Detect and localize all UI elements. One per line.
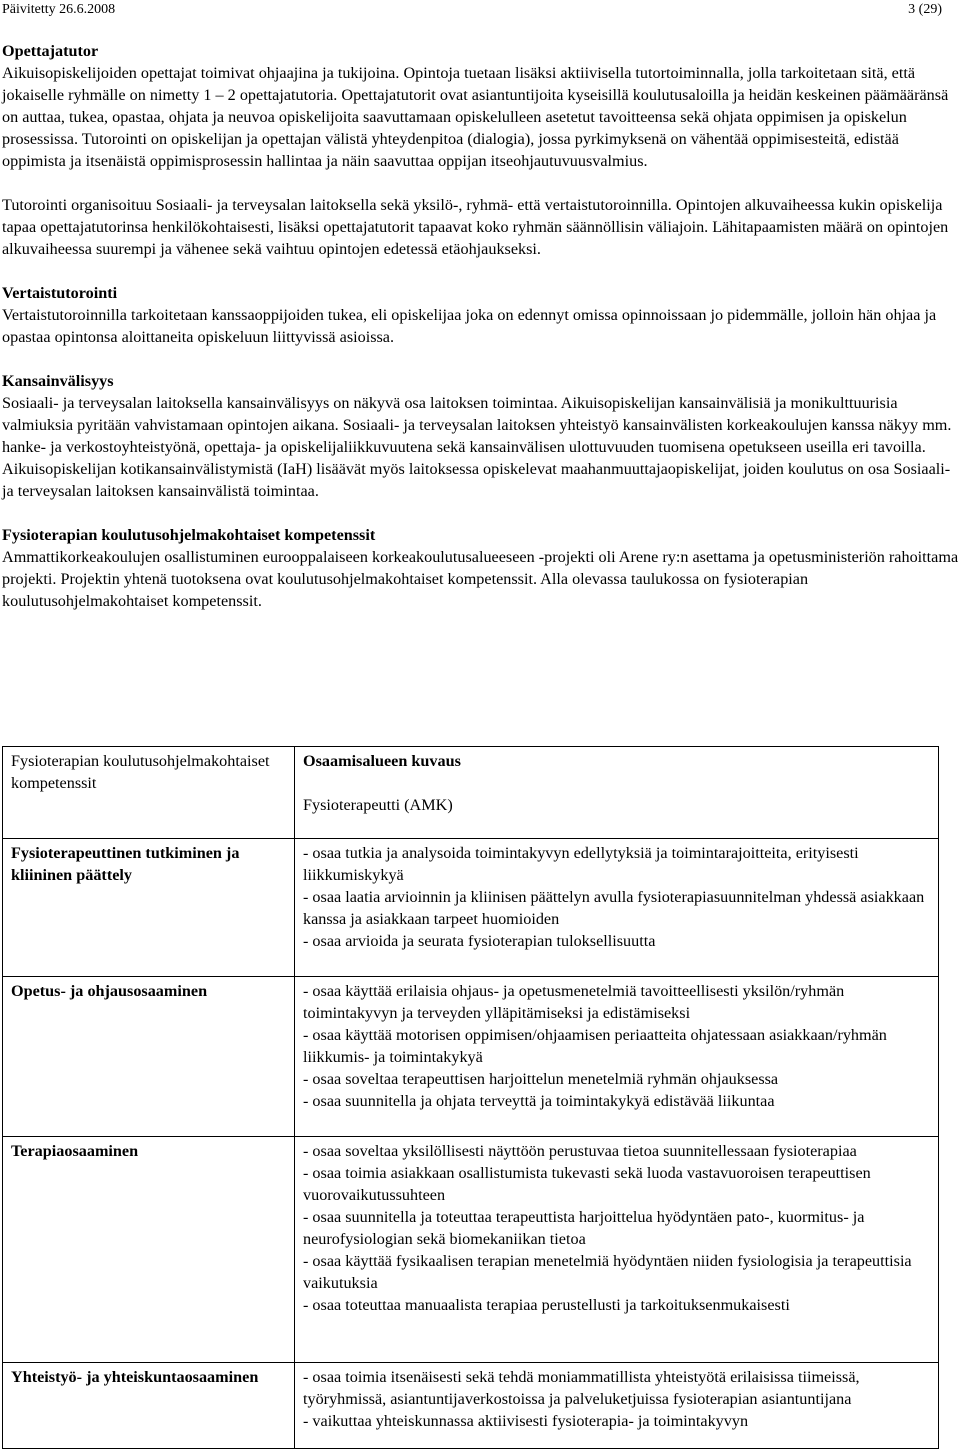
section-heading: Kansainvälisyys [2, 372, 114, 390]
table-cell-label [3, 839, 295, 977]
paragraph: Vertaistutoroinnilla tarkoitetaan kanssaoppijoiden tukea, eli opiskelijaa joka on edennyt omissa opinnoissaan jo pidemmälle, jolloin hän ohjaa ja opastaa opintonsa aloittaneita opiskeluun liittyvissä asioissa. [2, 306, 937, 346]
table-cell-label [3, 977, 295, 1137]
competence-table [2, 746, 939, 1449]
paragraph: Tutorointi organisoituu Sosiaali- ja terveysalan laitoksella sekä yksilö-, ryhmä- että vertaistutoroinnilla. Opintojen alkuvaiheessa kukin opiskelija tapaa opettajatutorinsa henkilökohtaisesti, lisäksi opettajatutorit tapaavat koko ryhmän säännöllisin väliajoin. Lähitapaamisten määrä on opintojen alkuvaiheessa suurempi ja vähenee sekä vaihtuu opintojen edetessä etäohjaukseksi. [2, 196, 949, 258]
document-body [2, 40, 960, 634]
list-item: - osaa käyttää erilaisia ohjaus- ja opetusmenetelmiä tavoitteellisesti yksilön/ryhmän toimintakyvyn ja terveyden ylläpitämiseksi ja edistämiseksi [303, 982, 845, 1022]
competence-label: Opetus- ja ohjausosaaminen [11, 982, 208, 1000]
competence-label: Fysioterapeuttinen tutkiminen ja kliininen päättely [11, 844, 240, 884]
list-item: - osaa suunnitella ja ohjata terveyttä ja toimintakykyä edistävää liikuntaa [303, 1092, 775, 1110]
list-item: - osaa laatia arvioinnin ja kliinisen päättelyn avulla fysioterapiasuunnitelman yhdessä asiakkaan kanssa ja asiakkaan tarpeet huomioiden [303, 888, 925, 928]
updated-date: Päivitetty 26.6.2008 [2, 2, 116, 17]
list-item: - osaa toimia asiakkaan osallistumista tukevasti sekä luoda vastavuoroisen terapeuttisen vuorovaikutussuhteen [303, 1164, 871, 1204]
table-header-right: Osaamisalueen kuvaus [303, 752, 461, 770]
table-cell-description [295, 1363, 939, 1449]
section-heading: Vertaistutorointi [2, 284, 118, 302]
paragraph: Sosiaali- ja terveysalan laitoksella kansainvälisyys on näkyvä osa laitoksen toimintaa. Aikuisopiskelijan kansainvälisiä ja monikulttuurisia valmiuksia pyritään vahvistamaan opintojen aikana. Sosiaali- ja terveysalan laitoksen yhteistyö kansainvälisten korkeakoulujen kanssa näkyy mm. hanke- ja verkostoyhteistyönä, opettaja- ja opiskelijaliikkuvuutena sekä kansainvälisen ulottuvuuden tuomisena opetukseen useilla eri tavoilla. Aikuisopiskelijan kotikansainvälistymistä (IaH) lisäävät myös laitoksessa opiskelevat maahanmuuttajaopiskelijat, joiden koulutus on osa Sosiaali- ja terveysalan laitoksen kansainvälistä toimintaa. [2, 394, 952, 500]
competence-label: Yhteistyö- ja yhteiskuntaosaaminen [11, 1368, 259, 1386]
table-row [3, 1363, 939, 1449]
table-row [3, 839, 939, 977]
section-kansainvalisyys [2, 370, 960, 502]
table-header-row [3, 747, 939, 839]
list-item: - osaa käyttää motorisen oppimisen/ohjaamisen periaatteita ohjatessaan asiakkaan/ryhmän liikkumis- ja toimintakykyä [303, 1026, 887, 1066]
list-item: - osaa suunnitella ja toteuttaa terapeuttista harjoittelua hyödyntäen pato-, kuormitus- ja neurofysiologian sekä biomekaniikan tietoa [303, 1208, 865, 1248]
list-item: - osaa soveltaa terapeuttisen harjoittelun menetelmiä ryhmän ohjauksessa [303, 1070, 779, 1088]
section-kompetenssit [2, 524, 960, 612]
section-opettajatutor [2, 40, 960, 260]
table-cell-label [3, 1137, 295, 1363]
table-cell-description [295, 1137, 939, 1363]
list-item: - osaa toimia itsenäisesti sekä tehdä moniammatillista yhteistyötä erilaisissa tiimeissä, työryhmissä, asiantuntijaverkostoissa ja palveluketjuissa fysioterapian asiantuntijana [303, 1368, 860, 1408]
table-row [3, 1137, 939, 1363]
section-vertaistutorointi [2, 282, 960, 348]
list-item: - osaa tutkia ja analysoida toimintakyvyn edellytyksiä ja toimintarajoitteita, erityisesti liikkumiskykyä [303, 844, 859, 884]
table-cell-description [295, 977, 939, 1137]
table-header-cell [295, 747, 939, 839]
section-heading: Fysioterapian koulutusohjelmakohtaiset kompetenssit [2, 526, 376, 544]
table-cell-label [3, 1363, 295, 1449]
table-row [3, 977, 939, 1137]
paragraph: Ammattikorkeakoulujen osallistuminen eurooppalaiseen korkeakoulutusalueeseen -projekti oli Arene ry:n asettama ja opetusministeriön rahoittama projekti. Projektin yhtenä tuotoksena ovat koulutusohjelmakohtaiset kompetenssit. Alla olevassa taulukossa on fysioterapian koulutusohjelmakohtaiset kompetenssit. [2, 548, 959, 610]
competence-label: Terapiaosaaminen [11, 1142, 139, 1160]
list-item: - osaa soveltaa yksilöllisesti näyttöön perustuvaa tietoa suunnitellessaan fysioterapiaa [303, 1142, 857, 1160]
section-heading: Opettajatutor [2, 42, 99, 60]
list-item: - osaa käyttää fysikaalisen terapian menetelmiä hyödyntäen niiden fysiologisia ja terapeuttisia vaikutuksia [303, 1252, 912, 1292]
table-header-cell [3, 747, 295, 839]
list-item: - osaa arvioida ja seurata fysioterapian tuloksellisuutta [303, 932, 656, 950]
list-item: - osaa toteuttaa manuaalista terapiaa perustellusti ja tarkoituksenmukaisesti [303, 1296, 790, 1314]
table-header-left: Fysioterapian koulutusohjelmakohtaiset kompetenssit [11, 752, 270, 792]
paragraph: Aikuisopiskelijoiden opettajat toimivat ohjaajina ja tukijoina. Opintoja tuetaan lisäksi aktiivisella tutortoiminnalla, jolla tarkoitetaan sitä, että jokaiselle ryhmälle on nimetty 1 – 2 opettajatutoria. Opettajatutorit ovat asiantuntijoita kyseisillä koulutusaloilla ja heidän keskeinen päämääränsä on auttaa, tukea, opastaa, ohjata ja neuvoa opiskelijoita saavuttamaan opiskelulleen asetetut tavoitteensa sekä ohjata oppimisen ja opiskelun prosessissa. Tutorointi on opiskelijan ja opettajan välistä yhteydenpitoa (dialogia), jossa pyrkimyksenä on vähentää oppimisesteitä, edistää oppimista ja itsenäistä oppimisprosessin hallintaa ja näin saavuttaa oppijan itseohjautuvuusvalmius. [2, 64, 949, 170]
table-header-subtitle: Fysioterapeutti (AMK) [303, 796, 453, 814]
page-number: 3 (29) [908, 2, 942, 17]
list-item: - vaikuttaa yhteiskunnassa aktiivisesti fysioterapia- ja toimintakyvyn [303, 1412, 749, 1430]
page-header [2, 1, 942, 19]
table-cell-description [295, 839, 939, 977]
